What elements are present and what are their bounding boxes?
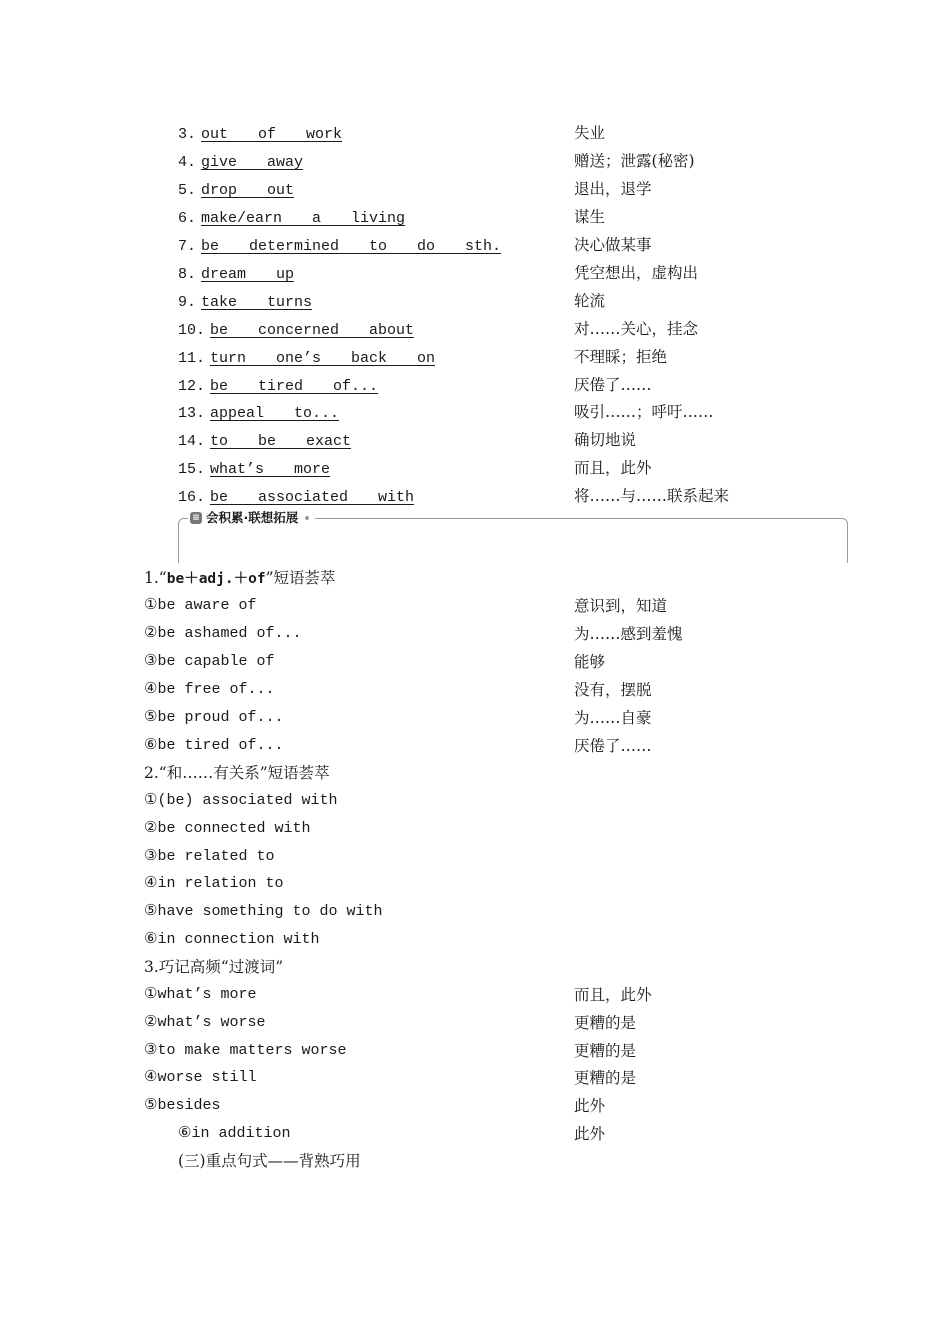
phrase-row: 5. drop out xyxy=(178,182,294,199)
book-icon: ≡ xyxy=(190,512,202,524)
phrase-meaning: 而且，此外 xyxy=(574,459,652,477)
section-3-title: 3.巧记高频“过渡词” xyxy=(144,958,284,976)
phrase-row: 9. take turns xyxy=(178,294,312,311)
list-item: ①be aware of xyxy=(144,597,257,614)
dot-icon xyxy=(305,516,309,520)
section-2-title: 2.“和……有关系”短语荟萃 xyxy=(144,764,330,782)
list-item: ⑥be tired of... xyxy=(144,737,284,754)
phrase-meaning: 对……关心，挂念 xyxy=(574,320,699,338)
list-item-meaning: 能够 xyxy=(574,653,606,671)
phrase-meaning: 不理睬；拒绝 xyxy=(574,348,668,366)
phrase-row: 8. dream up xyxy=(178,266,294,283)
phrase-row: 10. be concerned about xyxy=(178,322,414,339)
list-item-meaning: 更糟的是 xyxy=(574,1069,637,1087)
phrase-meaning: 赠送；泄露(秘密) xyxy=(574,152,695,170)
phrase-row: 13. appeal to... xyxy=(178,405,339,422)
list-item: ③to make matters worse xyxy=(144,1042,347,1059)
list-item: ①what’s more xyxy=(144,986,257,1003)
list-item-meaning: 此外 xyxy=(574,1125,606,1143)
list-item-meaning: 更糟的是 xyxy=(574,1014,637,1032)
list-item-meaning: 更糟的是 xyxy=(574,1042,637,1060)
phrase-meaning: 将……与……联系起来 xyxy=(574,487,730,505)
list-item: ③be capable of xyxy=(144,653,275,670)
phrase-meaning: 确切地说 xyxy=(574,431,637,449)
phrase-meaning: 厌倦了…… xyxy=(574,376,652,394)
list-item: ②be ashamed of... xyxy=(144,625,302,642)
phrase-meaning: 轮流 xyxy=(574,292,606,310)
phrase-row: 14. to be exact xyxy=(178,433,351,450)
phrase-meaning: 凭空想出，虚构出 xyxy=(574,264,699,282)
list-item: ③be related to xyxy=(144,848,275,865)
list-item: ②what’s worse xyxy=(144,1014,266,1031)
box-title: ≡ 会积累·联想拓展 xyxy=(188,508,315,528)
phrase-meaning: 决心做某事 xyxy=(574,236,652,254)
phrase-meaning: 吸引……；呼吁…… xyxy=(574,403,714,421)
section-1-title: 1.“be＋adj.＋of”短语荟萃 xyxy=(144,569,336,587)
list-item: ⑤be proud of... xyxy=(144,709,284,726)
list-item-meaning: 而且，此外 xyxy=(574,986,652,1004)
phrase-meaning: 谋生 xyxy=(574,208,606,226)
list-item: ⑤besides xyxy=(144,1097,221,1114)
list-item-meaning: 此外 xyxy=(574,1097,606,1115)
list-item: ④in relation to xyxy=(144,875,284,892)
list-item-meaning: 为……自豪 xyxy=(574,709,652,727)
phrase-meaning: 退出，退学 xyxy=(574,180,652,198)
list-item: ⑤have something to do with xyxy=(144,903,383,920)
phrase-meaning: 失业 xyxy=(574,124,606,142)
phrase-row: 6. make/earn a living xyxy=(178,210,405,227)
list-item: ⑥in connection with xyxy=(144,931,320,948)
list-item-meaning: 意识到，知道 xyxy=(574,597,668,615)
phrase-row: 11. turn one’s back on xyxy=(178,350,435,367)
phrase-row: 15. what’s more xyxy=(178,461,330,478)
list-item: ④worse still xyxy=(144,1069,257,1086)
phrase-row: 12. be tired of... xyxy=(178,378,378,395)
phrase-row: 4. give away xyxy=(178,154,303,171)
phrase-row: 16. be associated with xyxy=(178,489,414,506)
list-item-meaning: 没有，摆脱 xyxy=(574,681,652,699)
phrase-row: 3. out of work xyxy=(178,126,342,143)
section-heading-sentences: (三)重点句式——背熟巧用 xyxy=(178,1152,361,1170)
list-item: ②be connected with xyxy=(144,820,311,837)
phrase-row: 7. be determined to do sth. xyxy=(178,238,501,255)
list-item: ⑥in addition xyxy=(178,1125,291,1142)
list-item-meaning: 厌倦了…… xyxy=(574,737,652,755)
list-item-meaning: 为……感到羞愧 xyxy=(574,625,683,643)
list-item: ④be free of... xyxy=(144,681,275,698)
list-item: ①(be) associated with xyxy=(144,792,338,809)
